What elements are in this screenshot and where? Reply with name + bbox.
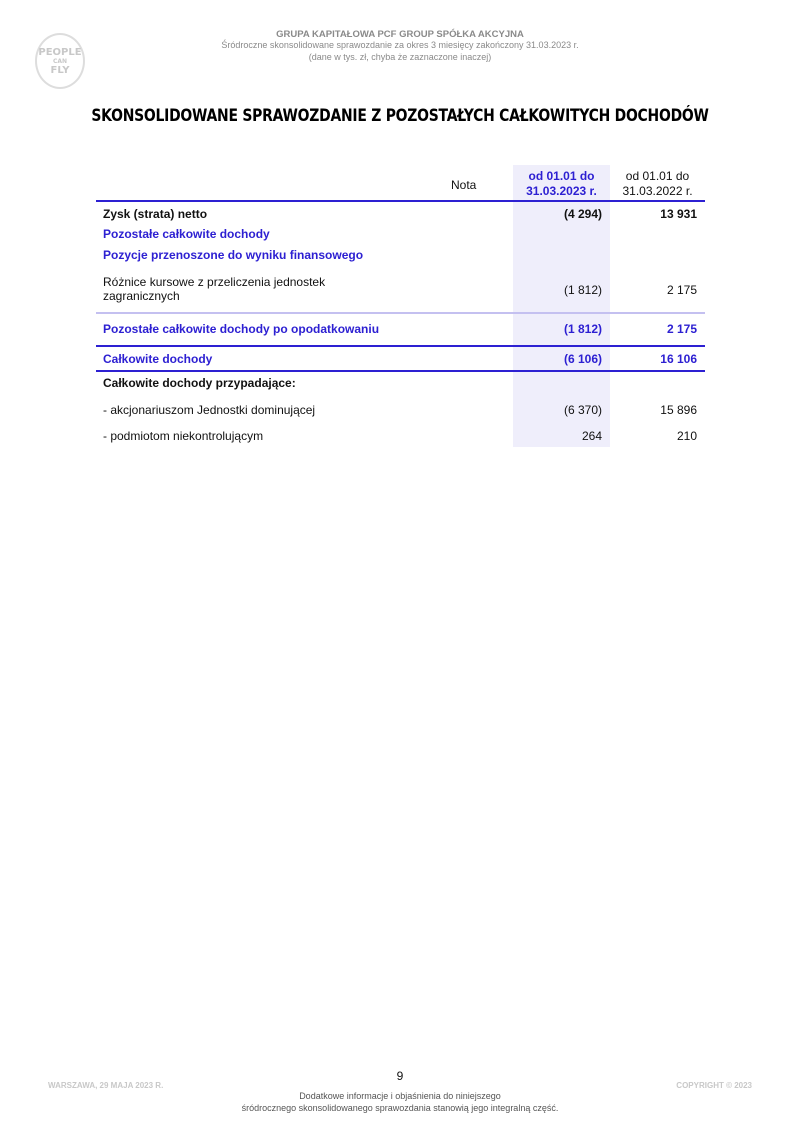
row-divider [96, 312, 705, 314]
footer-copyright: COPYRIGHT © 2023 [676, 1081, 752, 1090]
report-subtitle: Śródroczne skonsolidowane sprawozdanie za okres 3 miesięcy zakończony 31.03.2023 r. [221, 40, 579, 50]
footer-note-line1: Dodatkowe informacje i objaśnienia do niniejszego [299, 1091, 501, 1101]
header-divider [96, 200, 705, 202]
company-logo: PEOPLE CAN FLY [35, 33, 85, 89]
page-title: SKONSOLIDOWANE SPRAWOZDANIE Z POZOSTAŁYCH CAŁKOWITYCH DOCHODÓW [91, 106, 709, 126]
footer-note-line2: śródrocznego skonsolidowanego sprawozdania stanowią jego integralną część. [241, 1103, 559, 1113]
row-divider [96, 345, 705, 347]
units-note: (dane w tys. zł, chyba że zaznaczone inaczej) [308, 52, 492, 62]
row-divider [96, 370, 705, 372]
col2-header: od 01.01 do 31.03.2022 r. [622, 169, 693, 198]
page: PEOPLE CAN FLY GRUPA KAPITAŁOWA PCF GROUP SPÓŁKA AKCYJNA Śródroczne skonsolidowane sprawozdanie za okres 3 miesięcy zakończony 31.03.2023 r. (dane w tys. zł, chyba że zaznaczone inaczej) SKONSOLIDOWANE SPRAWOZDANIE Z POZOSTAŁYCH CAŁKOWITYCH DOCHODÓW Nota od 01.01 do 31.03.2023 r. od 01.01 do 31.03.2022 r. Zysk (strata) netto (4 294) 13 931 Pozostałe całkowite dochody Pozycje przenoszone do wyniku finansowego Różnice kursowe z przeliczenia jednostek zagranicznych (1 812) 2 175 Pozostałe całkowite dochody po opodatkowaniu (1 812) 2 175 Całkowite dochody (6 106) 16 106 Całkowite dochody przypadające: - akcjonariuszom Jednostki dominującej (6 370) 15 896 - podmiotom niekontrolującym 264 210 9 WARSZAWA, 29 MAJA 2023 R. COPYRIGHT © 2023 Dodatkowe informacje i objaśnienia do niniejszego śródrocznego skonsolidowanego sprawozdania stanowią jego integralną część. [0, 0, 800, 1131]
company-name: GRUPA KAPITAŁOWA PCF GROUP SPÓŁKA AKCYJNA [276, 29, 524, 40]
page-number: 9 [396, 1069, 404, 1083]
col1-header: od 01.01 do 31.03.2023 r. [526, 169, 597, 198]
nota-header: Nota [451, 178, 477, 192]
footer-date: WARSZAWA, 29 MAJA 2023 R. [48, 1081, 164, 1090]
